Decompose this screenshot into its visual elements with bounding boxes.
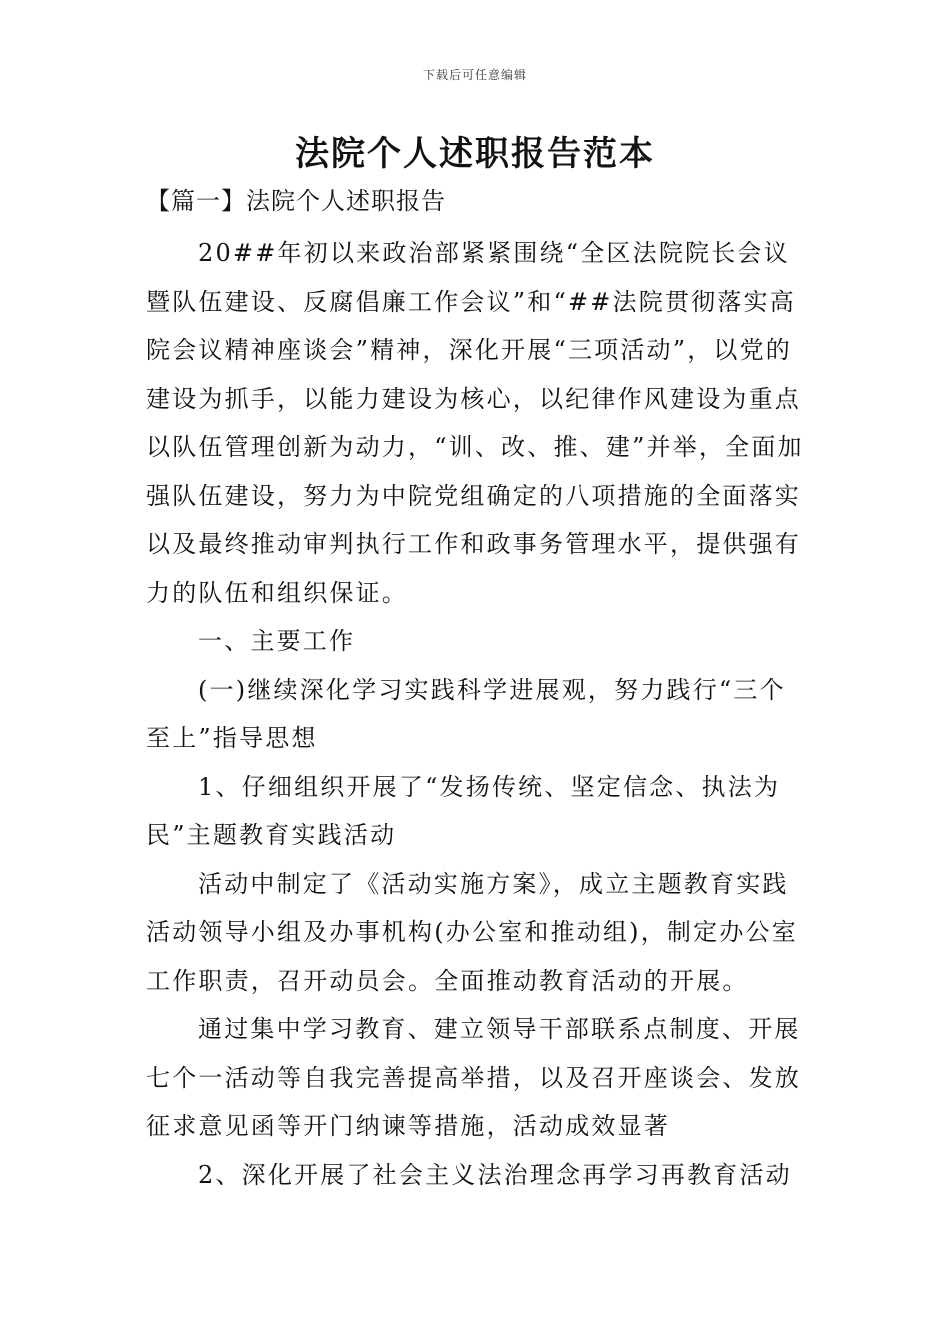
- document-body: [146, 229, 808, 1199]
- page-title: 法院个人述职报告范本: [295, 134, 655, 174]
- paragraph-activity-results: 通过集中学习教育、建立领导干部联系点制度、开展七个一活动等自我完善提高举措，以及召开座谈会、发放征求意见函等开门纳谏等措施，活动成效显著: [146, 1015, 801, 1140]
- paragraph-subheading-1: (一)继续深化学习实践科学进展观，努力践行“三个至上”指导思想: [146, 675, 786, 752]
- paragraph-item-2: 2、深化开展了社会主义法治理念再学习再教育活动: [198, 1160, 792, 1189]
- section-heading: 【篇一】法院个人述职报告: [146, 187, 446, 215]
- paragraph-main-work-heading: 一、主要工作: [198, 627, 356, 655]
- paragraph-intro: 20##年初以来政治部紧紧围绕“全区法院院长会议暨队伍建设、反腐倡廉工作会议”和“##法院贯彻落实高院会议精神座谈会”精神，深化开展“三项活动”，以党的建设为抓手，以能力建设为核心，以纪律作风建设为重点以队伍管理创新为动力，“训、改、推、建”并举，全面加强队伍建设，努力为中院党组确定的八项措施的全面落实以及最终推动审判执行工作和政事务管理水平，提供强有力的队伍和组织保证。: [146, 239, 804, 607]
- header-note: 下载后可任意编辑: [422, 68, 527, 82]
- paragraph-activity-plan: 活动中制定了《活动实施方案》，成立主题教育实践活动领导小组及办事机构(办公室和推动组)，制定办公室工作职责，召开动员会。全面推动教育活动的开展。: [146, 869, 798, 995]
- paragraph-item-1: 1、仔细组织开展了“发扬传统、坚定信念、执法为民”主题教育实践活动: [146, 772, 781, 849]
